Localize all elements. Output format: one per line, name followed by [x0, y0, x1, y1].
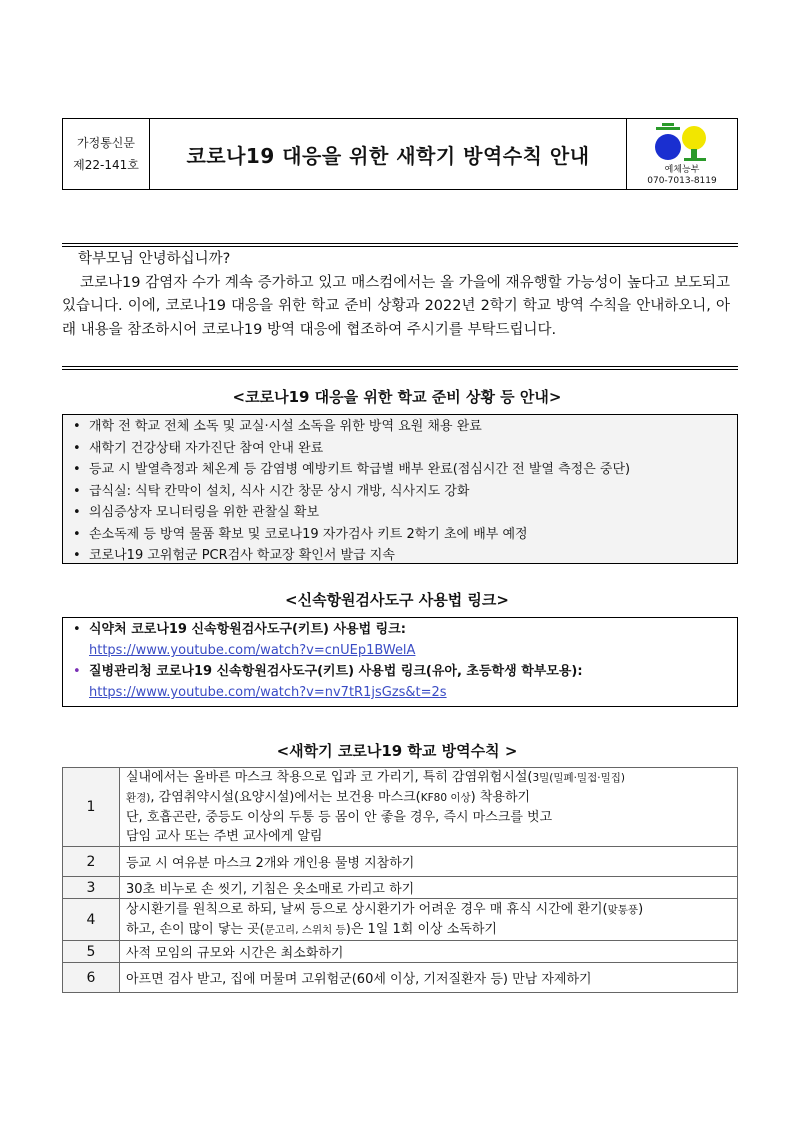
table-row: [63, 963, 738, 993]
rule-text: 등교 시 여유분 마스크 2개와 개인용 물병 지참하기: [120, 847, 738, 877]
intro-body: 코로나19 감염자 수가 계속 증가하고 있고 매스컴에서는 올 가을에 재유행할 가능성이 높다고 보도되고 있습니다. 이에, 코로나19 대응을 위한 학교 준비 상황과 2022년 2학기 학교 방역 수칙을 안내하오니, 아래 내용을 참조하시어 코로나19 방역 대응에 협조하여 주시기를 부탁드립니다.: [62, 274, 730, 338]
rule-number: 6: [63, 963, 120, 993]
table-row: [63, 847, 738, 877]
table-row: [63, 768, 738, 847]
list-item: • 의심증상자 모니터링을 위한 관찰실 확보: [73, 505, 320, 520]
section-title-preparation: <코로나19 대응을 위한 학교 준비 상황 등 안내>: [232, 388, 562, 406]
rule-number: 2: [63, 847, 120, 877]
greeting: 학부모님 안녕하십니까?: [78, 251, 231, 267]
link-label: 식약처 코로나19 신속항원검사도구(키트) 사용법 링크:: [89, 622, 406, 637]
notice-info: [63, 119, 150, 189]
document-title: 코로나19 대응을 위한 새학기 방역수칙 안내: [186, 143, 590, 168]
divider: [62, 243, 738, 244]
preparation-list: [62, 414, 738, 564]
link-label: 질병관리청 코로나19 신속항원검사도구(키트) 사용법 링크(유아, 초등학생 학부모용):: [89, 664, 583, 679]
notice-number: 제22-141호: [73, 158, 139, 172]
rule-number: 1: [63, 768, 120, 847]
department-name: 예체능부: [664, 165, 700, 175]
kit-video-link[interactable]: https://www.youtube.com/watch?v=cnUEp1BWelA: [89, 643, 416, 658]
list-item: • 새학기 건강상태 자가진단 참여 안내 완료: [73, 440, 324, 456]
rule-text: 사적 모임의 규모와 시간은 최소화하기: [120, 941, 738, 963]
list-item: • 식약처 코로나19 신속항원검사도구(키트) 사용법 링크: https://www.youtube.com/watch?v=cnUEp1BWelA: [73, 619, 737, 661]
list-item: • 개학 전 학교 전체 소독 및 교실·시설 소독을 위한 방역 요원 채용 완료: [73, 419, 482, 434]
section-title-kit-links: <신속항원검사도구 사용법 링크>: [285, 591, 509, 609]
intro-paragraph: [62, 248, 730, 342]
table-row: [63, 941, 738, 963]
list-item: • 코로나19 고위험군 PCR검사 학교장 확인서 발급 지속: [73, 548, 395, 563]
rule-number: 5: [63, 941, 120, 963]
rule-text: 아프면 검사 받고, 집에 머물며 고위험군(60세 이상, 기저질환자 등) 만남 자제하기: [120, 963, 738, 993]
rule-text: 실내에서는 올바른 마스크 착용으로 입과 코 가리기, 특히 감염위험시설(3밀(밀폐·밀접·밀집) 환경), 감염취약시설(요양시설)에서는 보건용 마스크(KF80 이상) 착용하기 단, 호흡곤란, 중등도 이상의 두통 등 몸이 안 좋을 경우, 즉시 마스크를 벗고 담임 교사 또는 주변 교사에게 알림: [120, 768, 738, 847]
list-item: • 손소독제 등 방역 물품 확보 및 코로나19 자가검사 키트 2학기 초에 배부 예정: [73, 526, 528, 542]
table-row: [63, 899, 738, 941]
rule-number: 4: [63, 899, 120, 941]
list-item: • 급식실: 식탁 칸막이 설치, 식사 시간 창문 상시 개방, 식사지도 강화: [73, 483, 470, 499]
divider: [62, 246, 738, 247]
kit-video-link[interactable]: https://www.youtube.com/watch?v=nv7tR1jsGzs&t=2s: [89, 685, 447, 700]
rule-text: 30초 비누로 손 씻기, 기침은 옷소매로 가리고 하기: [120, 877, 738, 899]
section-title-rules: <새학기 코로나19 학교 방역수칙 >: [276, 742, 518, 760]
kit-link-list: [62, 617, 738, 707]
school-logo-icon: [652, 121, 712, 165]
list-item: • 질병관리청 코로나19 신속항원검사도구(키트) 사용법 링크(유아, 초등학생 학부모용): https://www.youtube.com/watch?v=nv7tR1jsGzs&t=2s: [73, 661, 737, 703]
divider: [62, 369, 738, 370]
prevention-rules-table: [62, 767, 738, 993]
rule-number: 3: [63, 877, 120, 899]
department-phone: 070-7013-8119: [647, 176, 717, 186]
rule-text: 상시환기를 원칙으로 하되, 날씨 등으로 상시환기가 어려운 경우 매 휴식 시간에 환기(맞통풍) 하고, 손이 많이 닿는 곳(문고리, 스위치 등)은 1일 1회 이상 소독하기: [120, 899, 738, 941]
divider: [62, 366, 738, 367]
document-header: [62, 118, 738, 190]
table-row: [63, 877, 738, 899]
list-item: • 등교 시 발열측정과 체온계 등 감염병 예방키트 학급별 배부 완료(점심시간 전 발열 측정은 중단): [73, 462, 631, 477]
department-logo: [626, 119, 737, 189]
notice-category: 가정통신문: [77, 136, 135, 150]
